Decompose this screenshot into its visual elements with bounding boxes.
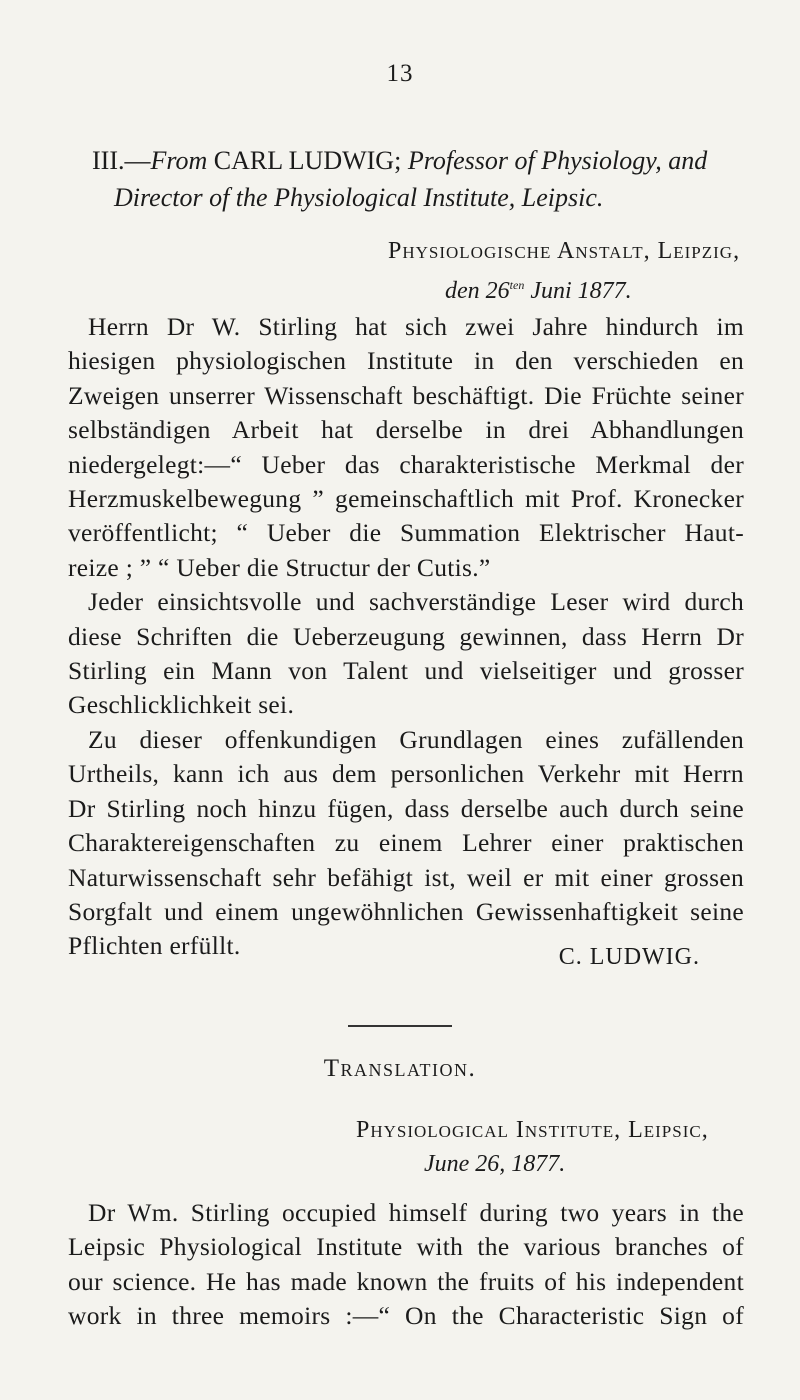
german-line: Jeder einsichtsvolle und sachverständige Leser wird durch xyxy=(88,587,744,617)
german-date-suffix: Juni 1877. xyxy=(530,278,632,304)
german-date-prefix: den 26 xyxy=(445,278,510,304)
german-line: Dr Stirling noch hinzu fügen, dass derselbe auch durch seine xyxy=(68,793,744,823)
heading-from: From xyxy=(150,146,208,175)
translation-date-text: June 26, 1877. xyxy=(424,1151,566,1177)
heading-title-line2: Director of the Physiological Institute, Leipsic. xyxy=(114,183,604,212)
german-institution-address xyxy=(388,234,740,268)
german-letter-body xyxy=(68,310,744,964)
german-line: Zu dieser offenkundigen Grundlagen eines zufällenden xyxy=(88,724,744,754)
german-line: reize ; ” “ Ueber die Structur der Cutis.” xyxy=(68,552,491,582)
german-date-sup: ten xyxy=(509,278,525,292)
german-line: hiesigen physiologischen Institute in den verschieden en xyxy=(68,346,744,376)
translation-line: our science. He has made known the fruits of his independent xyxy=(68,1266,744,1296)
german-date xyxy=(445,268,632,308)
german-line: Charaktereigenschaften zu einem Lehrer einer praktischen xyxy=(68,828,744,858)
translation-heading: Translation. xyxy=(323,1055,477,1082)
page-number: 13 xyxy=(386,60,414,87)
section-divider xyxy=(348,1025,452,1027)
german-line: diese Schriften die Ueberzeugung gewinnen, dass Herrn Dr xyxy=(68,621,744,651)
translation-institution-address xyxy=(356,1113,709,1147)
german-line: Urtheils, kann ich aus dem personlichen Verkehr mit Herrn xyxy=(68,759,744,789)
letter-heading xyxy=(92,142,742,216)
german-institution: Physiologische Anstalt, Leipzig, xyxy=(388,238,741,264)
german-line: Geschlicklichkeit sei. xyxy=(68,690,295,720)
translation-line: work in three memoirs :—“ On the Characteristic Sign of xyxy=(68,1301,744,1331)
heading-name: CARL LUDWIG xyxy=(213,146,395,175)
translation-line: Leipsic Physiological Institute with the various branches of xyxy=(68,1232,744,1262)
translation-body xyxy=(68,1196,744,1334)
german-line: veröffentlicht; “ Ueber die Summation Elektrischer Haut- xyxy=(68,518,744,548)
german-line: niedergelegt:—“ Ueber das charakteristische Merkmal der xyxy=(68,449,744,479)
german-line: Sorgfalt und einem ungewöhnlichen Gewissenhaftigkeit seine xyxy=(68,896,744,926)
signature: C. LUDWIG. xyxy=(558,944,700,970)
heading-sep: ; xyxy=(394,146,402,175)
heading-title-line1: Professor of Physiology, and xyxy=(407,146,708,175)
translation-institution: Physiological Institute, Leipsic, xyxy=(356,1117,709,1143)
translation-line: Dr Wm. Stirling occupied himself during two years in the xyxy=(88,1198,744,1227)
german-line: Naturwissenschaft sehr befähigt ist, weil er mit einer grossen xyxy=(68,862,744,892)
heading-prefix: III.— xyxy=(92,146,151,175)
german-line: Zweigen unserrer Wissenschaft beschäftigt. Die Früchte seiner xyxy=(68,380,744,410)
german-line: Herzmuskelbewegung ” gemeinschaftlich mit Prof. Kronecker xyxy=(68,484,744,514)
german-line: selbständigen Arbeit hat derselbe in drei Abhandlungen xyxy=(68,415,744,445)
german-line: Pflichten erfüllt. xyxy=(68,931,241,961)
german-line: Herrn Dr W. Stirling hat sich zwei Jahre hindurch im xyxy=(88,312,744,341)
german-line: Stirling ein Mann von Talent und vielseitiger und grosser xyxy=(68,656,744,686)
translation-date xyxy=(424,1147,565,1181)
